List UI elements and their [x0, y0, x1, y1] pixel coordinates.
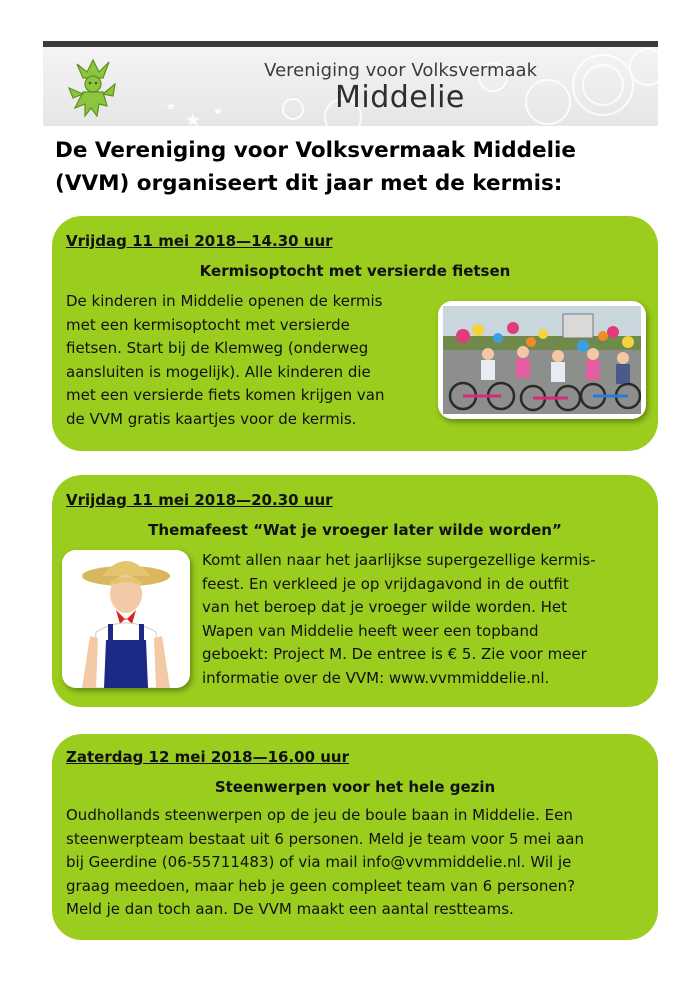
header-banner — [43, 41, 658, 126]
event-description: Komt allen naar het jaarlijkse supergezellige kermis- feest. En verkleed je op vrijdagavond in de outfit van het beroep dat je vroeger wilde worden. Het Wapen van Middelie heeft weer een topband geboekt: Project M. De entree is € 5. Zie voor meer informatie over de VVM: www.vvmmiddelie.nl. — [202, 551, 596, 687]
event-date: Vrijdag 11 mei 2018—14.30 uur — [66, 232, 333, 250]
banner-subtitle: Vereniging voor Volksvermaak — [264, 60, 537, 81]
event-card-optocht — [52, 216, 658, 451]
bicycle-parade-image — [443, 306, 641, 414]
event-description: De kinderen in Middelie openen de kermis met een kermisoptocht met versierde fietsen. Start bij de Klemweg (onderweg aansluiten is mogelijk). Alle kinderen die met een versierde fiets komen krijgen van de VVM gratis kaartjes voor de kermis. — [66, 292, 385, 428]
farmer-costume-photo — [62, 550, 190, 688]
headline-line: De Vereniging voor Volksvermaak Middelie — [55, 138, 576, 163]
event-card-themafeest — [52, 475, 658, 707]
event-description: Oudhollands steenwerpen op de jeu de boule baan in Middelie. Een steenwerpteam bestaat uit 6 personen. Meld je team voor 5 mei aan bij Geerdine (06-55711483) of via mail info@vvmmiddelie.nl. Wil je graag meedoen, maar heb je geen compleet team van 6 personen? Meld je dan toch aan. De VVM maakt een aantal restteams. — [66, 806, 584, 918]
event-title: Themafeest “Wat je vroeger later wilde worden” — [148, 521, 562, 539]
bicycle-parade-photo — [438, 301, 646, 419]
event-title: Steenwerpen voor het hele gezin — [214, 778, 496, 796]
page-headline — [55, 134, 655, 200]
farmer-costume-image — [62, 550, 190, 688]
event-title: Kermisoptocht met versierde fietsen — [199, 262, 511, 280]
event-date: Zaterdag 12 mei 2018—16.00 uur — [66, 748, 349, 766]
event-card-steenwerpen — [52, 734, 658, 940]
event-date: Vrijdag 11 mei 2018—20.30 uur — [66, 491, 333, 509]
banner-title: Middelie — [335, 80, 465, 115]
headline-line: (VVM) organiseert dit jaar met de kermis: — [55, 171, 563, 196]
